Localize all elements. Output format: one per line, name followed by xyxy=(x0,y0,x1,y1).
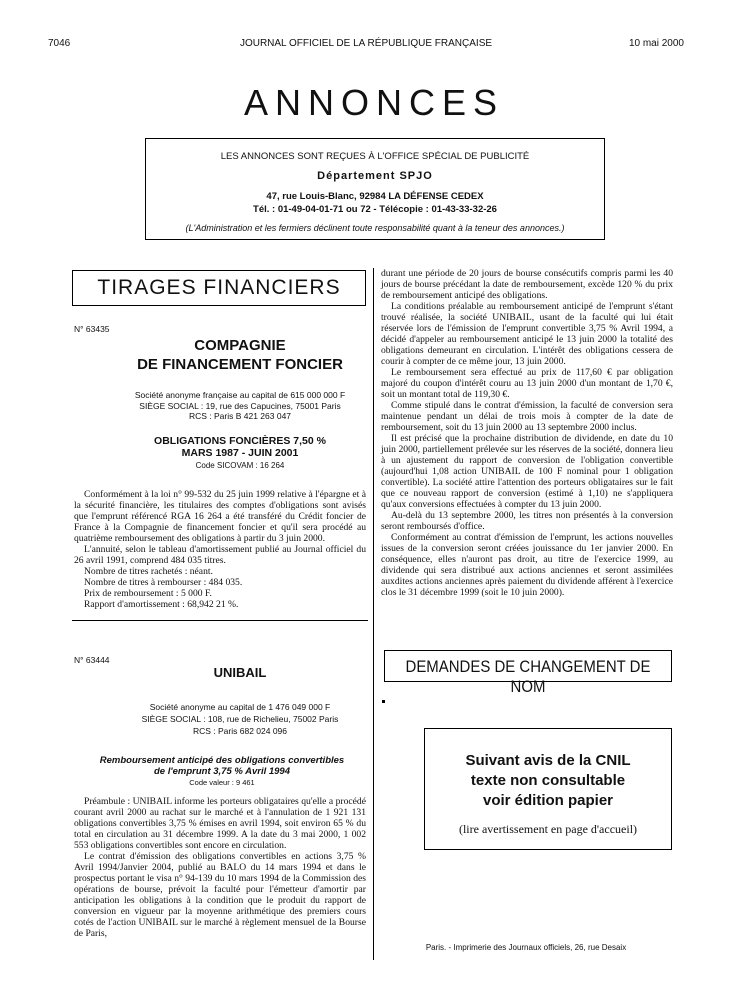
dot-mark xyxy=(382,700,385,703)
notice-line: LES ANNONCES SONT REÇUES À L'OFFICE SPÉCIAL DE PUBLICITÉ xyxy=(220,151,530,162)
sicovam-code: Code SICOVAM : 16 264 xyxy=(195,461,285,470)
company-name: UNIBAIL xyxy=(213,665,267,680)
capital-line: Société anonyme au capital de 1 476 049 000 F xyxy=(149,702,331,712)
demandes-section-box xyxy=(384,650,672,696)
paragraph: Préambule : UNIBAIL informe les porteurs obligataires qu'elle a procédé courant avril 2000 au rachat sur le marché et à l'annulation de 1 921 131 obligations convertibles 3,75 % émises en avril 1994, soit environ 65 % du total en circulation au 31 décembre 1999. A la date du 3 mai 2000, 1 002 553 obligations convertibles sont encore en circulation. xyxy=(74,796,366,851)
issue-date: 10 mai 2000 xyxy=(628,38,684,49)
paragraph: La conditions préalable au remboursement anticipé de l'emprunt s'étant trouvé réalisée, la société UNIBAIL, usant de la faculté qui lui était réservée lors de l'émission de l'emprunt convertible 3,75 % Avril 1994, a décidé d'appeler au remboursement anticipé le 13 juin 2000 la totalité des obligations demeurant en circulation. L'intérêt des obligations cessera de courir à compter de ce même jour, 13 juin 2000. xyxy=(381,301,673,367)
company-name-line2: DE FINANCEMENT FONCIER xyxy=(137,356,343,373)
cnil-line: texte non consultable xyxy=(470,772,626,789)
annonces-title: ANNONCES xyxy=(243,82,505,123)
publicity-notice-box xyxy=(145,138,605,240)
notice-number: N° 63444 xyxy=(74,655,110,665)
notice-phone: Tél. : 01-49-04-01-71 ou 72 - Télécopie : 01-43-33-32-26 xyxy=(253,204,497,215)
notice-address: 47, rue Louis-Blanc, 92984 LA DÉFENSE CEDEX xyxy=(266,191,484,202)
notice-disclaimer: (L'Administration et les fermiers déclinent toute responsabilité quant à la teneur des annonces.) xyxy=(185,223,565,233)
stat-line: Nombre de titres rachetés : néant. xyxy=(84,566,213,577)
obligation-line1: OBLIGATIONS FONCIÈRES 7,50 % xyxy=(154,435,326,447)
paragraph: L'annuité, selon le tableau d'amortissement publié au Journal officiel du 26 avril 1991, comprend 484 035 titres. xyxy=(74,544,366,566)
siege-line: SIÈGE SOCIAL : 19, rue des Capucines, 75001 Paris xyxy=(139,400,341,411)
cnil-line: voir édition papier xyxy=(482,792,614,809)
tirages-section-box xyxy=(72,270,366,306)
stat-line: Rapport d'amortissement : 68,942 21 %. xyxy=(84,599,239,610)
title-line1: Remboursement anticipé des obligations convertibles xyxy=(99,755,345,766)
obligation-title xyxy=(110,435,370,459)
cnil-notice-box xyxy=(424,728,672,850)
notice1-body xyxy=(74,489,366,610)
separator-rule xyxy=(72,620,368,621)
paragraph: Conformément au contrat d'émission de l'emprunt, les actions nouvelles issues de la conversion seront créées jouissance du 1er janvier 2000. En conséquence, elles n'auront pas droit, au titre de l'exercice 1999, au dividende qui sera distribué aux actions anciennes et seront assimilées auxdites actions anciennes après paiement du dividende afférent à l'exercice clos le 31 décembre 1999 (soit le 10 juin 2000). xyxy=(381,532,673,598)
demandes-section-title: DEMANDES DE CHANGEMENT DE NOM xyxy=(405,657,651,696)
notice2-body xyxy=(74,796,366,939)
capital-line: Société anonyme française au capital de 615 000 000 F xyxy=(134,390,346,400)
paragraph: Le remboursement sera effectué au prix de 117,60 € par obligation majoré du coupon d'intérêt couru au 13 juin 2000 d'un montant de 1,70 €, soit un montant total de 119,30 €. xyxy=(381,367,673,400)
paragraph: Au-delà du 13 septembre 2000, les titres non présentés à la conversion seront remboursés d'office. xyxy=(381,510,673,532)
company-name: COMPAGNIE xyxy=(194,337,286,354)
siege-line: SIÈGE SOCIAL : 108, rue de Richelieu, 75002 Paris xyxy=(141,714,339,724)
code-valeur: Code valeur : 9 461 xyxy=(189,778,255,787)
remboursement-title xyxy=(74,755,370,777)
cnil-line: Suivant avis de la CNIL xyxy=(465,752,631,769)
page-number: 7046 xyxy=(48,38,71,49)
paragraph: Conformément à la loi n° 99-532 du 25 juin 1999 relative à l'épargne et à la sécurité financière, les titulaires des comptes d'obligations sont avisés que l'emprunt référencé RGA 16 264 a été transféré du Crédit foncier de France à la Compagnie de financement foncier et qu'il sera procédé au quatrième remboursement des obligations à partir du 3 juin 2000. xyxy=(74,489,366,544)
journal-title: JOURNAL OFFICIEL DE LA RÉPUBLIQUE FRANÇAISE xyxy=(239,38,493,49)
rcs-line: RCS : Paris 682 024 096 xyxy=(192,726,288,736)
printer-footer: Paris. - Imprimerie des Journaux officiels, 26, rue Desaix xyxy=(425,943,627,952)
stat-line: Prix de remboursement : 5 000 F. xyxy=(84,588,212,599)
stat-line: Nombre de titres à rembourser : 484 035. xyxy=(84,577,243,588)
column-divider xyxy=(373,268,374,960)
company-info xyxy=(110,701,370,737)
tirages-section-title: TIRAGES FINANCIERS xyxy=(97,276,341,299)
company-info xyxy=(110,390,370,422)
paragraph: Il est précisé que la prochaine distribution de dividende, en date du 10 juin 2000, partiellement prélevée sur les réserves de la société, donnera lieu à un ajustement du rapport de conversion de l'obligation convertible (aujourd'hui 1,08 action UNIBAIL de 100 F nominal pour 1 obligation convertible). La société attire l'attention des porteurs obligataires sur le fait que ce nouveau rapport de conversion (estimé à 1,10) ne s'appliquera qu'aux conversions effectuées à compter du 13 juin 2000. xyxy=(381,433,673,510)
paragraph: Comme stipulé dans le contrat d'émission, la faculté de conversion sera maintenue pendant un délai de trois mois à compter de la date de remboursement, soit du 13 juin 2000 au 13 septembre 2000 inclus. xyxy=(381,400,673,433)
rcs-line: RCS : Paris B 421 263 047 xyxy=(188,411,292,421)
notice-number: N° 63435 xyxy=(74,324,110,334)
page-header xyxy=(48,38,684,52)
title-line2: de l'emprunt 3,75 % Avril 1994 xyxy=(153,766,291,777)
paragraph: Le contrat d'émission des obligations convertibles en actions 3,75 % Avril 1994/Janvier 2004, publié au BALO du 14 mars 1994 et dans le prospectus portant le visa n° 94-139 du 10 mars 1994 de la Commission des opérations de bourse, prévoit la faculté pour l'émetteur d'amortir par anticipation les obligations à la condition que le produit du rapport de conversion en vigueur par la moyenne arithmétique des premiers cours cotés de l'action UNIBAIL sur le marché à règlement mensuel de la Bourse de Paris, xyxy=(74,851,366,939)
right-column-body xyxy=(381,268,673,598)
notice-department: Département SPJO xyxy=(317,170,433,182)
cnil-message xyxy=(425,751,671,811)
cnil-warning: (lire avertissement en page d'accueil) xyxy=(458,822,638,836)
paragraph: durant une période de 20 jours de bourse consécutifs compris parmi les 40 jours de bourse précédant la date de remboursement, excède 120 % du prix de remboursement anticipé des obligations. xyxy=(381,268,673,301)
obligation-line2: MARS 1987 - JUIN 2001 xyxy=(181,447,299,459)
